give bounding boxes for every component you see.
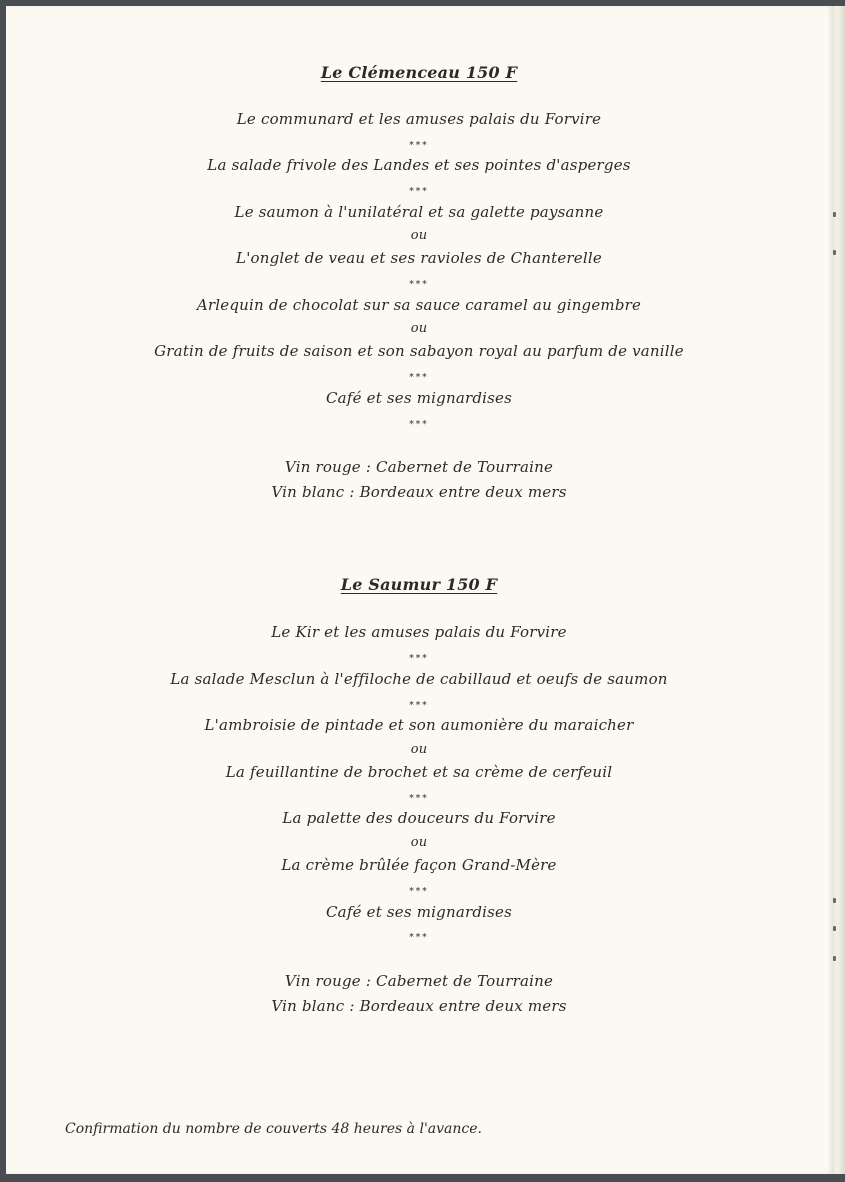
menu-separator: *** — [409, 187, 429, 197]
menu-item: Le saumon à l'unilatéral et sa galette paysanne — [234, 203, 604, 221]
menu-separator: *** — [409, 933, 429, 943]
edge-mark — [833, 956, 836, 961]
menu-separator: *** — [409, 141, 429, 151]
menu-page — [6, 6, 832, 1174]
menu-item: Gratin de fruits de saison et son sabayon royal au parfum de vanille — [154, 342, 684, 360]
menu-title-saumur: Le Saumur 150 F — [340, 575, 498, 594]
menu-or: ou — [410, 321, 428, 336]
edge-mark — [833, 926, 836, 931]
menu-item: Café et ses mignardises — [326, 903, 512, 921]
wine-red: Vin rouge : Cabernet de Tourraine — [284, 458, 554, 476]
booking-footnote: Confirmation du nombre de couverts 48 heures à l'avance. — [65, 1121, 482, 1137]
edge-mark — [833, 898, 836, 903]
menu-item: Le Kir et les amuses palais du Forvire — [271, 623, 567, 641]
wine-white: Vin blanc : Bordeaux entre deux mers — [271, 483, 567, 501]
menu-item: Café et ses mignardises — [326, 389, 512, 407]
menu-item: Le communard et les amuses palais du Forvire — [236, 110, 602, 128]
wine-red: Vin rouge : Cabernet de Tourraine — [284, 972, 554, 990]
menu-or: ou — [410, 228, 428, 243]
menu-separator: *** — [409, 887, 429, 897]
menu-or: ou — [410, 835, 428, 850]
edge-mark — [833, 212, 836, 217]
menu-separator: *** — [409, 654, 429, 664]
menu-item: L'ambroisie de pintade et son aumonière du maraicher — [204, 716, 634, 734]
edge-mark — [833, 250, 836, 255]
wine-white: Vin blanc : Bordeaux entre deux mers — [271, 997, 567, 1015]
menu-separator: *** — [409, 794, 429, 804]
menu-item: La salade frivole des Landes et ses pointes d'asperges — [207, 156, 631, 174]
menu-separator: *** — [409, 420, 429, 430]
menu-or: ou — [410, 742, 428, 757]
menu-item: L'onglet de veau et ses ravioles de Chanterelle — [236, 249, 602, 267]
page-edge — [832, 6, 845, 1174]
menu-item: La crème brûlée façon Grand-Mère — [281, 856, 557, 874]
menu-item: Arlequin de chocolat sur sa sauce caramel au gingembre — [196, 296, 642, 314]
menu-separator: *** — [409, 373, 429, 383]
menu-item: La feuillantine de brochet et sa crème de cerfeuil — [225, 763, 613, 781]
menu-separator: *** — [409, 701, 429, 711]
menu-item: La salade Mesclun à l'effiloche de cabillaud et oeufs de saumon — [170, 670, 668, 688]
menu-title-clemenceau: Le Clémenceau 150 F — [320, 63, 518, 82]
menu-separator: *** — [409, 280, 429, 290]
menu-item: La palette des douceurs du Forvire — [282, 809, 556, 827]
